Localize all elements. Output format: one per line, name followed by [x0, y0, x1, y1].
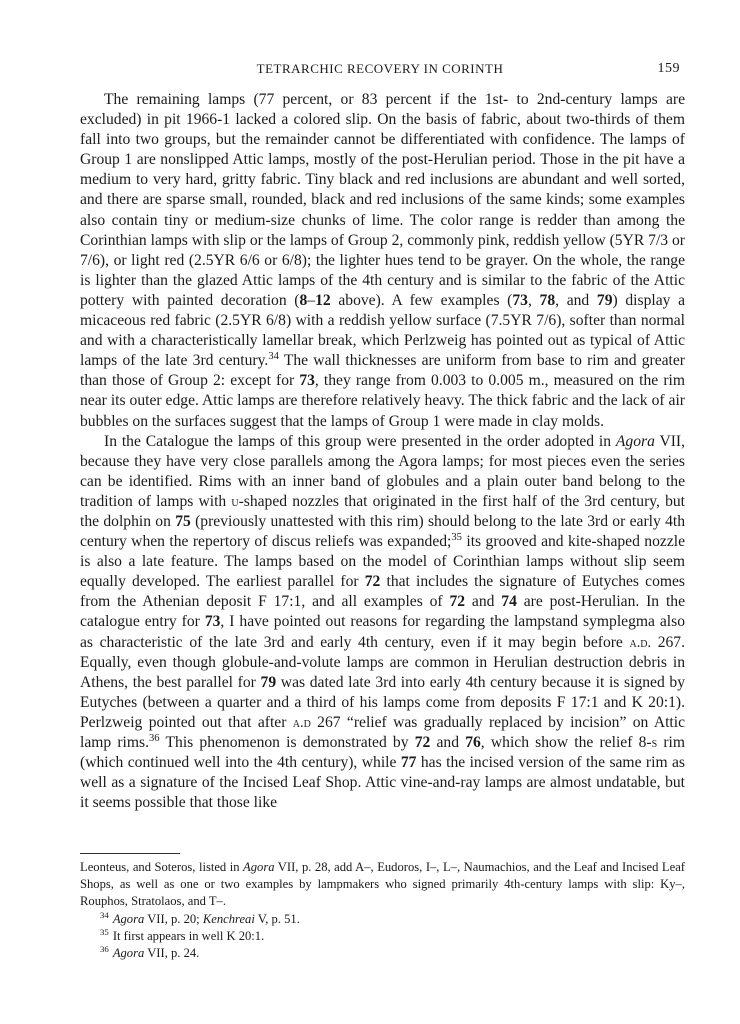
running-head	[80, 61, 680, 81]
text-run: , I have pointed out reasons for regarding the lampstand symplegma also as characteristic of the late 3rd and early 4th century, even if it may begin before	[80, 613, 685, 651]
era-abbreviation: a.d.	[629, 634, 652, 651]
publication-title: Agora	[112, 946, 145, 961]
text-run: VII, because they have very close parallels among the Agora lamps; for most pieces even the series can be identified. Rims with an inner band of globules and a plain outer band belong to the tradition of lamps with	[80, 432, 685, 510]
text-run: ,	[527, 291, 540, 309]
text-run: VII, p. 24.	[144, 946, 200, 961]
text-run: In the Catalogue the lamps of this group were presented in the order adopted in	[104, 432, 616, 450]
text-run: ) display a micaceous red fabric (2.5YR 6/8) with a reddish yellow surface (7.5YR 7/6), softer than normal and with a characteristically lamellar break, which Perlzweig has pointed out as typical of Attic lamps of the late 3rd century.	[80, 291, 686, 370]
text-run: and	[430, 734, 466, 751]
text-run: The wall thicknesses are uniform from base to rim and greater than those of Group 2: except for	[80, 352, 685, 390]
paragraph-catalogue-order	[80, 432, 685, 814]
footnote-number: 35	[100, 926, 109, 937]
text-run: are post-Herulian. In the catalogue entry for	[80, 593, 686, 631]
catalogue-number: 77	[400, 754, 417, 772]
catalogue-number: 73	[204, 613, 221, 631]
catalogue-number: 8	[299, 291, 308, 309]
footnote-ref-35[interactable]: 35	[451, 532, 462, 544]
footnote-number: 34	[100, 909, 109, 920]
footnote-number: 36	[100, 944, 109, 955]
catalogue-number: 73	[299, 372, 315, 390]
text-run: , they range from 0.003 to 0.005 m., measured on the rim near its outer edge. Attic lamps are therefore relatively heavy. The thick fabric and the lack of air bubbles on the surfaces suggest that the lamps of Group 1 were made in clay molds.	[80, 372, 685, 430]
text-run: Leonteus, and Soteros, listed in	[80, 860, 244, 874]
text-run: VII, p. 28, add A–, Eudoros, I–, L–, Naumachios, and the Leaf and Incised Leaf Shops, as well as one or two examples by lampmakers who signed primarily 4th-century lamps with slip: Ky–, Rouphos, Stratolaos, and T–.	[80, 860, 685, 909]
text-run: 267 “relief was gradually replaced by incision” on Attic lamp rims.	[80, 713, 685, 751]
text-run: V, p. 51.	[254, 911, 300, 926]
catalogue-number: 76	[465, 734, 481, 751]
publication-title: Agora	[615, 432, 655, 450]
text-run: rim (which continued well into the 4th century), while	[80, 734, 686, 772]
text-run: The remaining lamps (77 percent, or 83 percent if the 1st- to 2nd-century lamps are excluded) in pit 1966-1 lacked a colored slip. On the basis of fabric, about two-thirds of them fall into two groups, but the remainder cannot be differentiated with confidence. The lamps of Group 1 are nonslipped Attic lamps, mostly of the post-Herulian period. Those in the pit have a medium to very hard, gritty fabric. Tiny black and red inclusions are abundant and well sorted, and there are sparse small, rounded, black and red inclusions of the same kinds; some examples also contain tiny or medium-size chunks of lime. The color range is redder than among the Corinthian lamps with slip or the lamps of Group 2, commonly pink, reddish yellow (5YR 7/3 or 7/6), or light red (2.5YR 6/6 or 6/8); the lighter hues tend to be grayer. On the whole, the range is lighter than the glazed Attic lamps of the 4th century and is similar to the fabric of the Attic pottery with painted decoration (	[80, 91, 685, 309]
text-run: (previously unattested with this rim) should belong to the late 3rd or early 4th century when the repertory of discus reliefs was expanded;	[80, 512, 685, 551]
footnote-divider	[80, 853, 180, 854]
text-run: This phenomenon is demonstrated by	[159, 734, 415, 751]
text-run: above). A few examples (	[330, 291, 513, 309]
catalogue-number: 74	[501, 593, 517, 611]
text-run: VII, p. 20;	[144, 911, 203, 926]
footnote-ref-36[interactable]: 36	[149, 733, 160, 745]
body-text	[80, 90, 685, 813]
text-run: It first appears in well K 20:1.	[112, 928, 265, 943]
footnote-ref-34[interactable]: 34	[268, 351, 279, 363]
catalogue-number: 78	[539, 291, 556, 309]
catalogue-number: 12	[315, 291, 331, 309]
era-abbreviation: a.d	[292, 714, 311, 731]
text-run: was dated late 3rd into early 4th century because it is signed by Eutyches (between a quarter and a third of his lamps come from deposits F 17:1 and K 20:1). Perlzweig pointed out that after	[80, 673, 686, 731]
small-caps-letter: u	[231, 493, 239, 510]
small-caps-letter: s	[651, 735, 658, 751]
text-run: , and	[555, 291, 597, 309]
catalogue-number: 72	[364, 573, 381, 591]
catalogue-number: 73	[512, 291, 528, 309]
page-number: 159	[657, 61, 680, 76]
publication-title: Kenchreai	[202, 911, 255, 926]
catalogue-number: 79	[260, 673, 277, 691]
text-run: and	[465, 593, 502, 611]
footnote-34	[80, 911, 685, 928]
text-run: 267. Equally, even though globule-and-volute lamps are common in Herulian destruction debris in Athens, the best parallel for	[80, 633, 685, 691]
text-run: , which show the relief 8-	[480, 734, 652, 751]
publication-title: Agora	[243, 860, 275, 874]
text-run: -shaped nozzles that originated in the first half of the 3rd century, but the dolphin on	[80, 492, 686, 530]
publication-title: Agora	[112, 911, 145, 926]
paragraph-group-1	[80, 90, 685, 432]
catalogue-number: 72	[449, 593, 466, 611]
text-run: –	[307, 291, 316, 309]
footnote-36	[80, 945, 685, 962]
text-run: has the incised version of the same rim as well as a signature of the Incised Leaf Shop. Attic vine-and-ray lamps are almost undatable, but it seems possible that those like	[80, 754, 685, 812]
footnote-35	[80, 928, 685, 945]
footnotes	[80, 859, 685, 962]
catalogue-number: 79	[596, 291, 613, 309]
catalogue-number: 75	[175, 512, 191, 530]
text-run: its grooved and kite-shaped nozzle is also a late feature. The lamps based on the model of Corinthian lamps without slip seem equally developed. The earliest parallel for	[80, 533, 685, 591]
catalogue-number: 72	[414, 734, 431, 751]
text-run: that includes the signature of Eutyches comes from the Athenian deposit F 17:1, and all examples of	[80, 573, 685, 611]
running-title: TETRARCHIC RECOVERY IN CORINTH	[256, 61, 504, 76]
footnote-continuation	[80, 859, 685, 911]
